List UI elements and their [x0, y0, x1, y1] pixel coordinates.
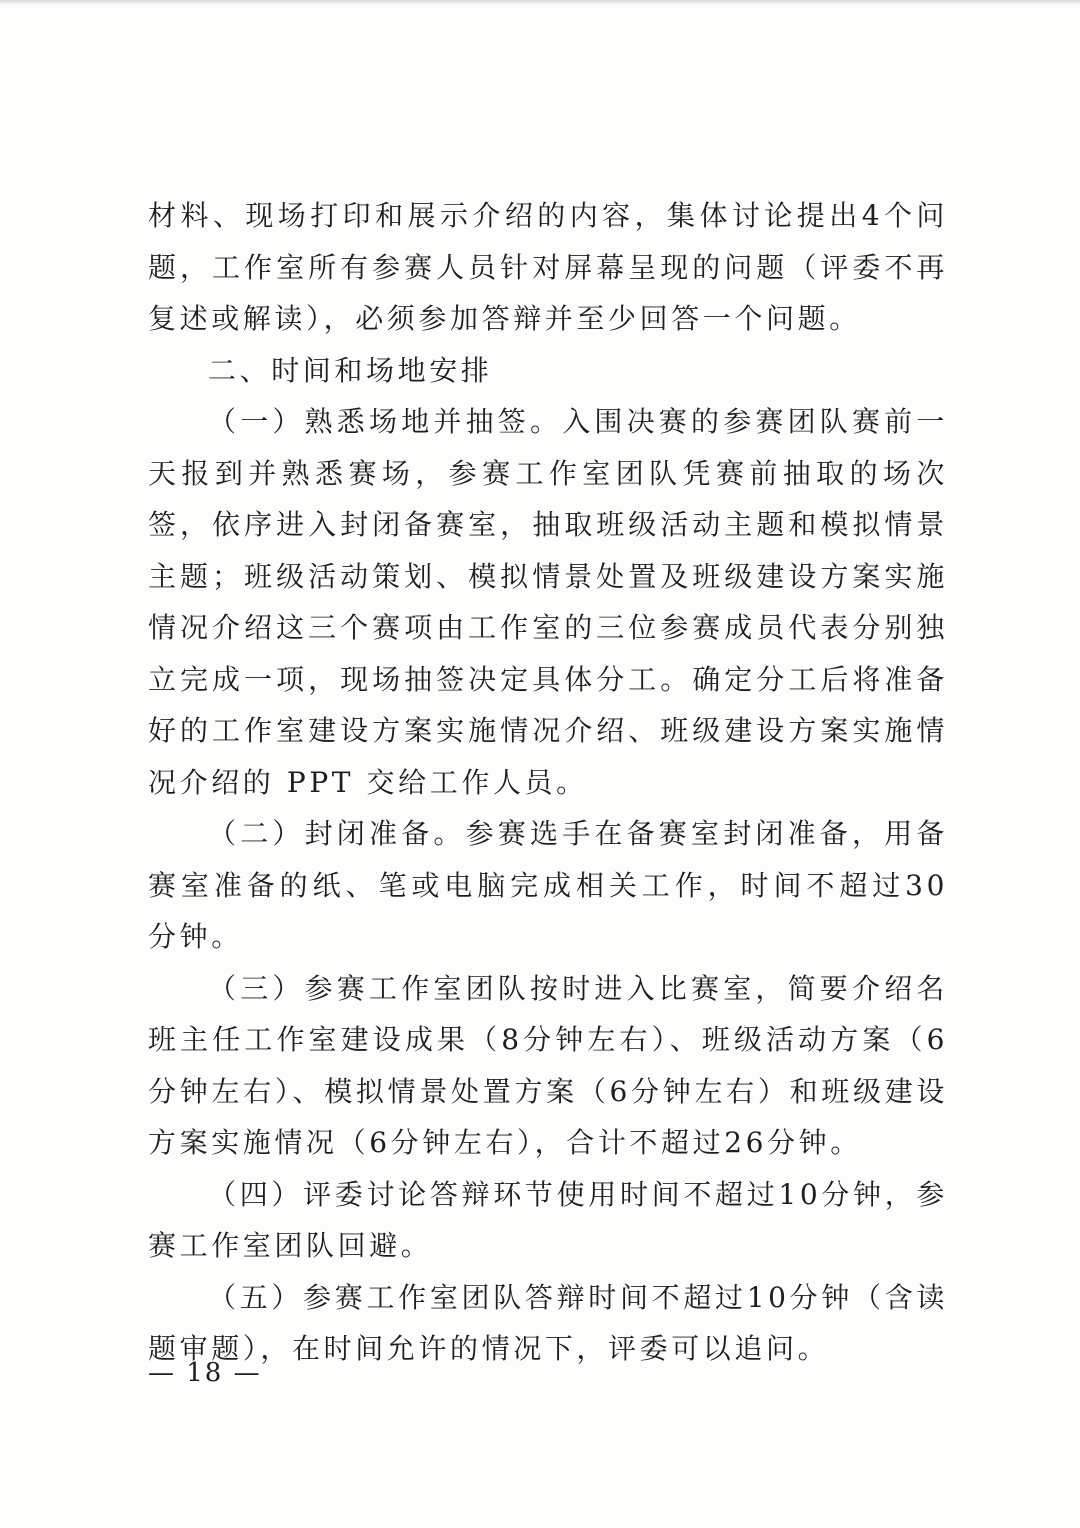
paragraph-item-5: （五）参赛工作室团队答辩时间不超过10分钟（含读题审题），在时间允许的情况下，评委可以追问。	[148, 1280, 948, 1365]
document-body	[148, 190, 948, 1375]
paragraph-item-4: （四）评委讨论答辩环节使用时间不超过10分钟，参赛工作室团队回避。	[148, 1177, 948, 1262]
paragraph-continuation: 材料、现场打印和展示介绍的内容，集体讨论提出4个问题，工作室所有参赛人员针对屏幕呈现的问题（评委不再复述或解读），必须参加答辩并至少回答一个问题。	[148, 199, 948, 335]
page-number: — 18 —	[148, 1358, 262, 1388]
paragraph-item-1: （一）熟悉场地并抽签。入围决赛的参赛团队赛前一天报到并熟悉赛场，参赛工作室团队凭赛前抽取的场次签，依序进入封闭备赛室，抽取班级活动主题和模拟情景主题；班级活动策划、模拟情景处置及班级建设方案实施情况介绍这三个赛项由工作室的三位参赛成员代表分别独立完成一项，现场抽签决定具体分工。确定分工后将准备好的工作室建设方案实施情况介绍、班级建设方案实施情况介绍的 PPT 交给工作人员。	[148, 405, 948, 799]
paragraph-item-2: （二）封闭准备。参赛选手在备赛室封闭准备，用备赛室准备的纸、笔或电脑完成相关工作，时间不超过30分钟。	[148, 817, 948, 953]
paragraph-item-3: （三）参赛工作室团队按时进入比赛室，简要介绍名班主任工作室建设成果（8分钟左右）、班级活动方案（6分钟左右）、模拟情景处置方案（6分钟左右）和班级建设方案实施情况（6分钟左右），合计不超过26分钟。	[148, 971, 948, 1159]
scan-edge	[0, 0, 1080, 6]
section-heading: 二、时间和场地安排	[208, 353, 493, 387]
